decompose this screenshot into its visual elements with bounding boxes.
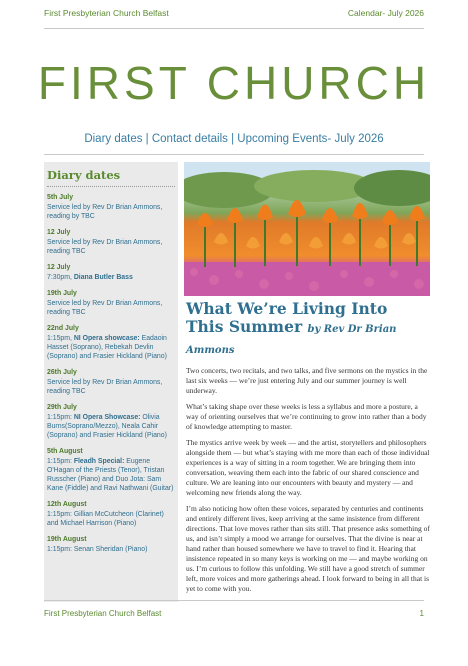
- sidebar-title: Diary dates: [47, 168, 175, 187]
- page-footer: [0, 604, 468, 622]
- diary-date: 26th July: [47, 369, 77, 376]
- diary-rest: Service led by Rev Dr Brian Ammons, reading by TBC: [47, 204, 163, 220]
- diary-date: 22nd July: [47, 325, 79, 332]
- page-header: [0, 0, 468, 26]
- diary-item: [47, 535, 175, 554]
- diary-description: [47, 238, 175, 256]
- diary-list: [47, 193, 175, 554]
- header-divider: [44, 28, 424, 29]
- diary-prefix: 7:30pm,: [47, 274, 74, 281]
- diary-description: [47, 334, 175, 361]
- diary-date: 12th August: [47, 501, 87, 508]
- diary-item: [47, 368, 175, 396]
- diary-description: [47, 457, 175, 493]
- diary-date: 12 July: [47, 264, 71, 271]
- header-church-name: First Presbyterian Church Belfast: [44, 8, 169, 18]
- diary-item: [47, 263, 175, 282]
- diary-rest: Eugene O'Hagan of the Priests (Tenor), Tristan Russcher (Piano) and Duo Jota: Sam Kane (Fiddle) and Ravi Nathwani (Guitar): [47, 458, 174, 492]
- article-byline: by Rev Dr Brian Ammons: [186, 324, 397, 356]
- diary-description: [47, 273, 175, 282]
- diary-item: [47, 228, 175, 256]
- diary-rest: Service led by Rev Dr Brian Ammons, reading TBC: [47, 239, 163, 255]
- diary-rest: Service led by Rev Dr Brian Ammons, reading TBC: [47, 379, 163, 395]
- article-headline: What We’re Living Into This Summer: [186, 299, 388, 336]
- diary-rest: Service led by Rev Dr Brian Ammons, reading TBC: [47, 300, 163, 316]
- diary-prefix: 1:15pm,: [47, 335, 74, 342]
- diary-rest: Eadaoin Hasset (Soprano), Rebekah Devlin (Soprano) and Frasier Hickland (Piano): [47, 335, 167, 360]
- article-body: [186, 366, 430, 594]
- diary-description: [47, 378, 175, 396]
- diary-prefix: 1:15pm:: [47, 458, 74, 465]
- diary-date: 19th August: [47, 536, 87, 543]
- diary-date: 29th July: [47, 404, 77, 411]
- diary-date: 12 July: [47, 229, 71, 236]
- diary-item: [47, 500, 175, 528]
- article-paragraph: What’s taking shape over these weeks is less a syllabus and more a posture, a way of orienting ourselves that we’re continuing to grow into rather than a body of knowledge attempting to master.: [186, 402, 427, 431]
- diary-description: [47, 510, 175, 528]
- masthead-title: FIRST CHURCH: [37, 57, 431, 109]
- diary-item: [47, 289, 175, 317]
- diary-description: [47, 203, 175, 221]
- article-paragraph: I’m also noticing how often these voices, separated by centuries and continents and entirely different lives, keep arriving at the same insistence from different directions. That love moves rather than sits still. That presence asks something of us, and isn’t simply a mood we arrange for ourselves. That the divine is near at hand rather than housed somewhere we have to travel to find it. Hearing that insistence repeated in so many keys is working on me — and maybe working on us. I’m curious to follow this unfolding. We still have a good stretch of summer left, more voices and more gatherings ahead. I look forward to being in all that is yet to come with you.: [186, 504, 430, 593]
- article-paragraph: The mystics arrive week by week — and the artist, storytellers and philosophers alongside them — but what’s staying with me more than each of those individual experiences is a way of sitting in a room together. We are bringing them into conversation, weaving them each into the fabric of our shared conscience and culture. We are leaning into our encounters with beauty and mystery — and welcoming new friends along the way.: [186, 438, 430, 497]
- diary-date: 5th July: [47, 194, 74, 201]
- diary-prefix: 1:15pm:: [47, 414, 74, 421]
- diary-date: 19th July: [47, 290, 77, 297]
- diary-prefix: 1:15pm:: [47, 546, 74, 553]
- diary-date: 5th August: [47, 448, 83, 455]
- diary-description: [47, 413, 175, 440]
- tulip-field-illustration: [184, 162, 430, 296]
- diary-strong: Fleadh Special:: [73, 458, 125, 465]
- diary-strong: NI Opera Showcase:: [73, 414, 141, 421]
- page-number: 1: [419, 608, 424, 618]
- hero-image-tulips: [184, 162, 430, 296]
- diary-rest: Senan Sheridan (Piano): [73, 546, 148, 553]
- nav-divider: [44, 154, 424, 155]
- footer-divider: [44, 600, 424, 601]
- article-paragraph: Two concerts, two recitals, and two talks, and five sermons on the mystics in the last six weeks — we’re just entering July and our summer journey is well underway.: [186, 366, 428, 395]
- footer-church-name: First Presbyterian Church Belfast: [44, 608, 162, 618]
- diary-rest: Gillian McCutcheon (Clarinet) and Michael Harrison (Piano): [47, 511, 164, 527]
- diary-rest: Olivia Burns(Soprano/Mezzo), Neala Cahir (Soprano) and Frasier Hickland (Piano): [47, 414, 167, 439]
- diary-sidebar: [44, 162, 178, 602]
- feature-article: [186, 300, 430, 594]
- diary-item: [47, 193, 175, 221]
- article-title: [186, 300, 430, 360]
- diary-item: [47, 403, 175, 440]
- diary-prefix: 1:15pm:: [47, 511, 74, 518]
- header-calendar-label: Calendar- July 2026: [347, 8, 424, 18]
- diary-item: [47, 324, 175, 361]
- section-nav: Diary dates | Contact details | Upcoming Events- July 2026: [84, 133, 384, 145]
- diary-strong: NI Opera showcase:: [73, 335, 140, 342]
- diary-description: [47, 545, 175, 554]
- diary-description: [47, 299, 175, 317]
- diary-strong: Diana Butler Bass: [73, 274, 133, 281]
- diary-item: [47, 447, 175, 493]
